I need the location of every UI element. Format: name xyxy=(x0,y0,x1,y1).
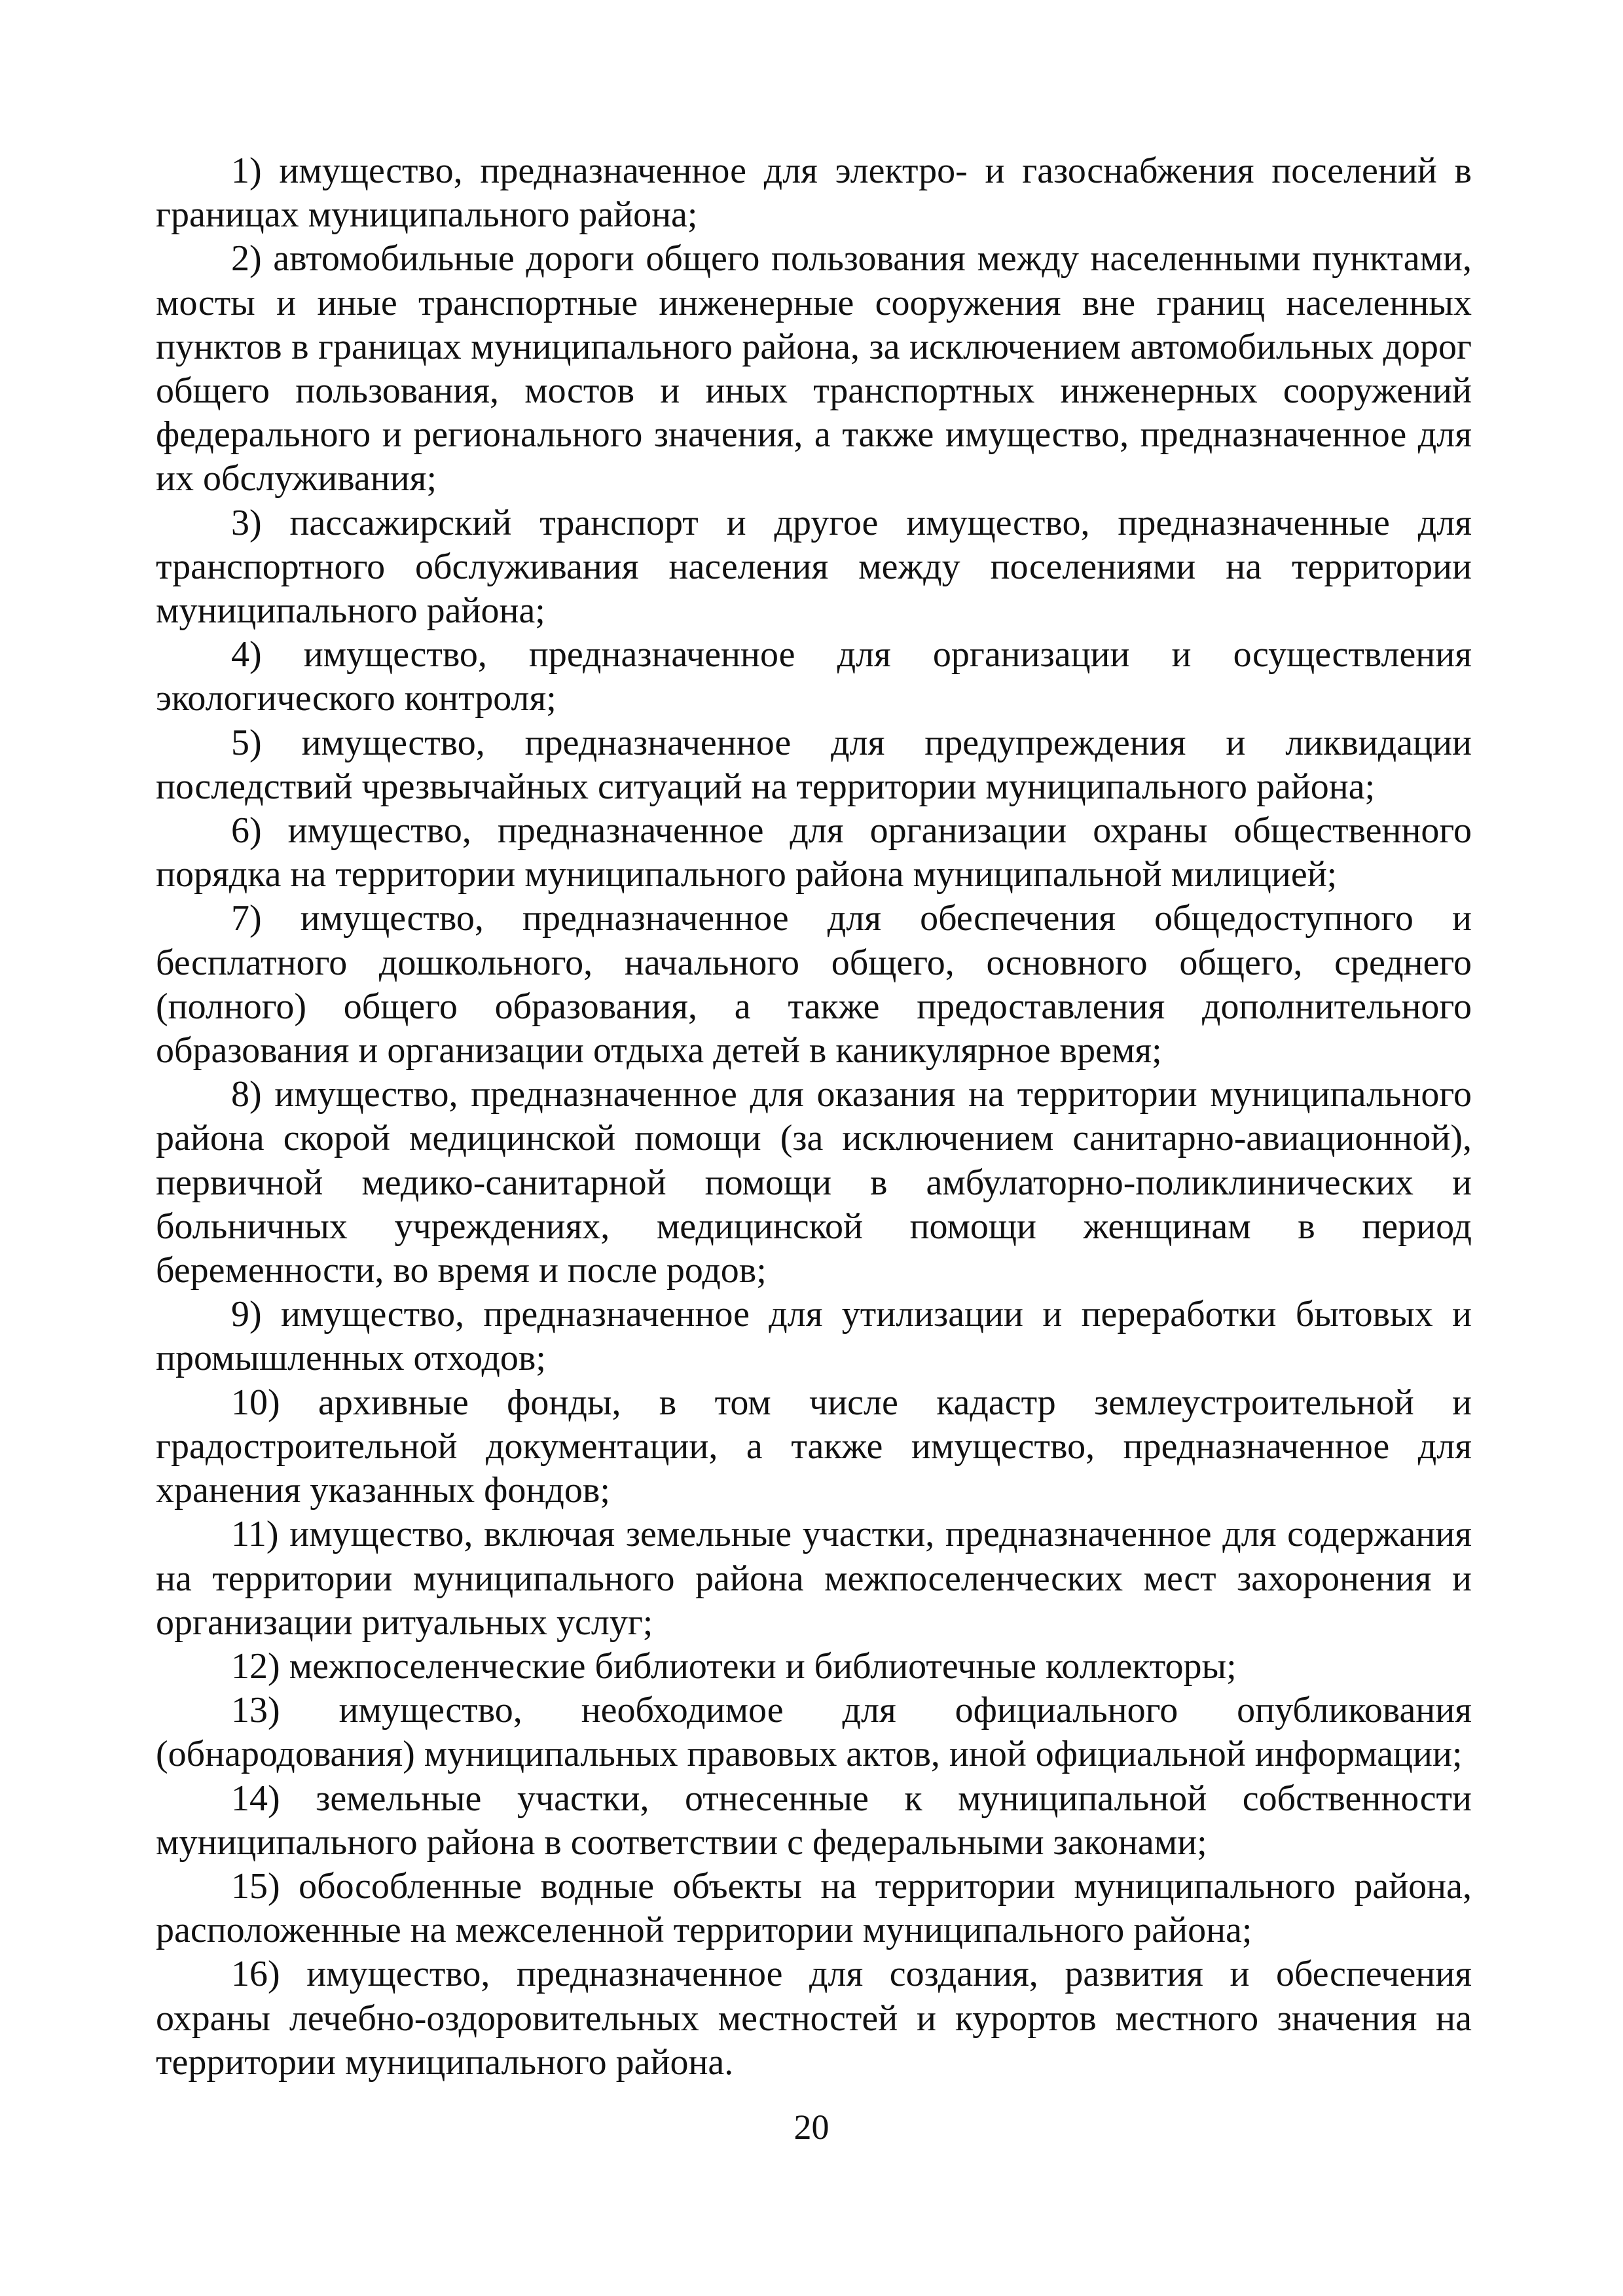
list-item: 5) имущество, предназначенное для предупреждения и ликвидации последствий чрезвычайных ситуаций на территории муниципального района; xyxy=(156,722,1472,807)
list-item: 15) обособленные водные объекты на территории муниципального района, расположенные на межселенной территории муниципального района; xyxy=(156,1865,1472,1951)
list-item: 6) имущество, предназначенное для организации охраны общественного порядка на территории муниципального района муниципальной милицией; xyxy=(156,810,1472,895)
list-item: 1) имущество, предназначенное для электро- и газоснабжения поселений в границах муниципального района; xyxy=(156,151,1472,236)
list-item: 14) земельные участки, отнесенные к муниципальной собственности муниципального района в соответствии с федеральными законами; xyxy=(156,1778,1472,1863)
list-item: 8) имущество, предназначенное для оказания на территории муниципального района скорой медицинской помощи (за исключением санитарно-авиационной), первичной медико-санитарной помощи в амбулаторно-поликлинических и больничных учреждениях, медицинской помощи женщинам в период беременности, во время и после родов; xyxy=(156,1074,1472,1291)
list-item: 9) имущество, предназначенное для утилизации и переработки бытовых и промышленных отходов; xyxy=(156,1294,1472,1379)
list-item: 3) пассажирский транспорт и другое имущество, предназначенные для транспортного обслуживания населения между поселениями на территории муниципального района; xyxy=(156,502,1472,632)
list-item: 10) архивные фонды, в том числе кадастр землеустроительной и градостроительной документации, а также имущество, предназначенное для хранения указанных фондов; xyxy=(156,1382,1472,1511)
list-item: 16) имущество, предназначенное для создания, развития и обеспечения охраны лечебно-оздоровительных местностей и курортов местного значения на территории муниципального района. xyxy=(156,1954,1472,2083)
list-item: 12) межпоселенческие библиотеки и библиотечные коллекторы; xyxy=(231,1645,1237,1687)
document-body xyxy=(156,149,1472,2085)
list-item: 11) имущество, включая земельные участки, предназначенное для содержания на территории муниципального района межпоселенческих мест захоронения и организации ритуальных услуг; xyxy=(156,1514,1472,1643)
list-item: 2) автомобильные дороги общего пользования между населенными пунктами, мосты и иные транспортные инженерные сооружения вне границ населенных пунктов в границах муниципального района, за исключением автомобильных дорог общего пользования, мостов и иных транспортных инженерных сооружений федерального и регионального значения, а также имущество, предназначенное для их обслуживания; xyxy=(156,238,1472,499)
list-item: 13) имущество, необходимое для официального опубликования (обнародования) муниципальных правовых актов, иной официальной информации; xyxy=(156,1690,1472,1775)
list-item: 7) имущество, предназначенное для обеспечения общедоступного и бесплатного дошкольного, начального общего, основного общего, среднего (полного) общего образования, а также предоставления дополнительного образования и организации отдыха детей в каникулярное время; xyxy=(156,898,1472,1071)
page-number: 20 xyxy=(793,2108,830,2147)
list-item: 4) имущество, предназначенное для организации и осуществления экологического контроля; xyxy=(156,634,1472,719)
